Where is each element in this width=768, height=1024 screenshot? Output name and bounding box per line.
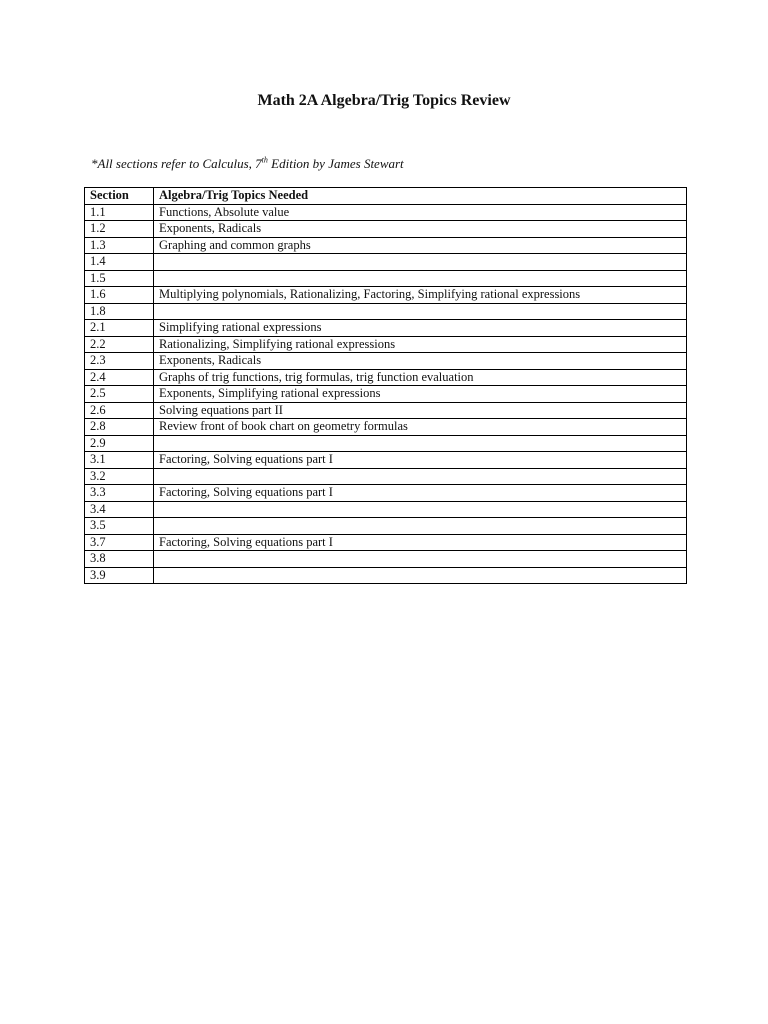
table-row: [85, 254, 687, 271]
section-cell: 3.7: [85, 534, 154, 551]
topics-cell: Exponents, Radicals: [154, 353, 687, 370]
source-note-superscript: th: [261, 155, 268, 165]
table-body: [85, 204, 687, 584]
topics-cell: [154, 551, 687, 568]
topics-cell: Factoring, Solving equations part I: [154, 452, 687, 469]
topics-cell: [154, 468, 687, 485]
topics-cell: Solving equations part II: [154, 402, 687, 419]
table-row: [85, 336, 687, 353]
table-row: [85, 353, 687, 370]
topics-table: [84, 187, 687, 584]
table-row: [85, 204, 687, 221]
table-header-row: [85, 188, 687, 205]
topics-cell: [154, 270, 687, 287]
table-row: [85, 270, 687, 287]
section-cell: 2.3: [85, 353, 154, 370]
table-row: [85, 402, 687, 419]
section-cell: 1.4: [85, 254, 154, 271]
table-row: [85, 303, 687, 320]
source-note-text-end: Edition by James Stewart: [267, 156, 404, 171]
topics-cell: Simplifying rational expressions: [154, 320, 687, 337]
table-row: [85, 287, 687, 304]
table-row: [85, 518, 687, 535]
section-cell: 3.9: [85, 567, 154, 584]
section-cell: 1.8: [85, 303, 154, 320]
table-row: [85, 567, 687, 584]
section-cell: 2.1: [85, 320, 154, 337]
topics-cell: [154, 501, 687, 518]
table-row: [85, 435, 687, 452]
section-cell: 3.4: [85, 501, 154, 518]
section-cell: 1.6: [85, 287, 154, 304]
topics-cell: [154, 303, 687, 320]
section-cell: 3.3: [85, 485, 154, 502]
table-row: [85, 534, 687, 551]
table-row: [85, 452, 687, 469]
section-cell: 1.3: [85, 237, 154, 254]
topics-cell: Factoring, Solving equations part I: [154, 485, 687, 502]
section-cell: 2.5: [85, 386, 154, 403]
section-cell: 2.9: [85, 435, 154, 452]
topics-cell: Exponents, Simplifying rational expressions: [154, 386, 687, 403]
page-title: Math 2A Algebra/Trig Topics Review: [257, 92, 511, 109]
source-note-text: *All sections refer to Calculus, 7: [91, 156, 262, 171]
topics-cell: [154, 567, 687, 584]
section-cell: 3.2: [85, 468, 154, 485]
table-row: [85, 237, 687, 254]
section-cell: 3.8: [85, 551, 154, 568]
table-row: [85, 386, 687, 403]
section-cell: 2.6: [85, 402, 154, 419]
section-cell: 3.5: [85, 518, 154, 535]
topics-cell: [154, 518, 687, 535]
topics-cell: Exponents, Radicals: [154, 221, 687, 238]
topics-cell: Functions, Absolute value: [154, 204, 687, 221]
topics-cell: Review front of book chart on geometry formulas: [154, 419, 687, 436]
section-cell: 1.5: [85, 270, 154, 287]
table-row: [85, 320, 687, 337]
section-cell: 3.1: [85, 452, 154, 469]
column-header-section: Section: [85, 188, 154, 205]
table-row: [85, 419, 687, 436]
topics-cell: [154, 254, 687, 271]
section-cell: 2.8: [85, 419, 154, 436]
section-cell: 1.2: [85, 221, 154, 238]
table-row: [85, 485, 687, 502]
topics-cell: Multiplying polynomials, Rationalizing, Factoring, Simplifying rational expressions: [154, 287, 687, 304]
table-row: [85, 468, 687, 485]
table-row: [85, 501, 687, 518]
topics-cell: Factoring, Solving equations part I: [154, 534, 687, 551]
section-cell: 2.4: [85, 369, 154, 386]
topics-cell: Rationalizing, Simplifying rational expressions: [154, 336, 687, 353]
source-note: [91, 155, 404, 173]
topics-cell: Graphing and common graphs: [154, 237, 687, 254]
topics-cell: [154, 435, 687, 452]
topics-cell: Graphs of trig functions, trig formulas, trig function evaluation: [154, 369, 687, 386]
section-cell: 2.2: [85, 336, 154, 353]
table-row: [85, 551, 687, 568]
column-header-topics: Algebra/Trig Topics Needed: [154, 188, 687, 205]
table-row: [85, 369, 687, 386]
section-cell: 1.1: [85, 204, 154, 221]
table-row: [85, 221, 687, 238]
